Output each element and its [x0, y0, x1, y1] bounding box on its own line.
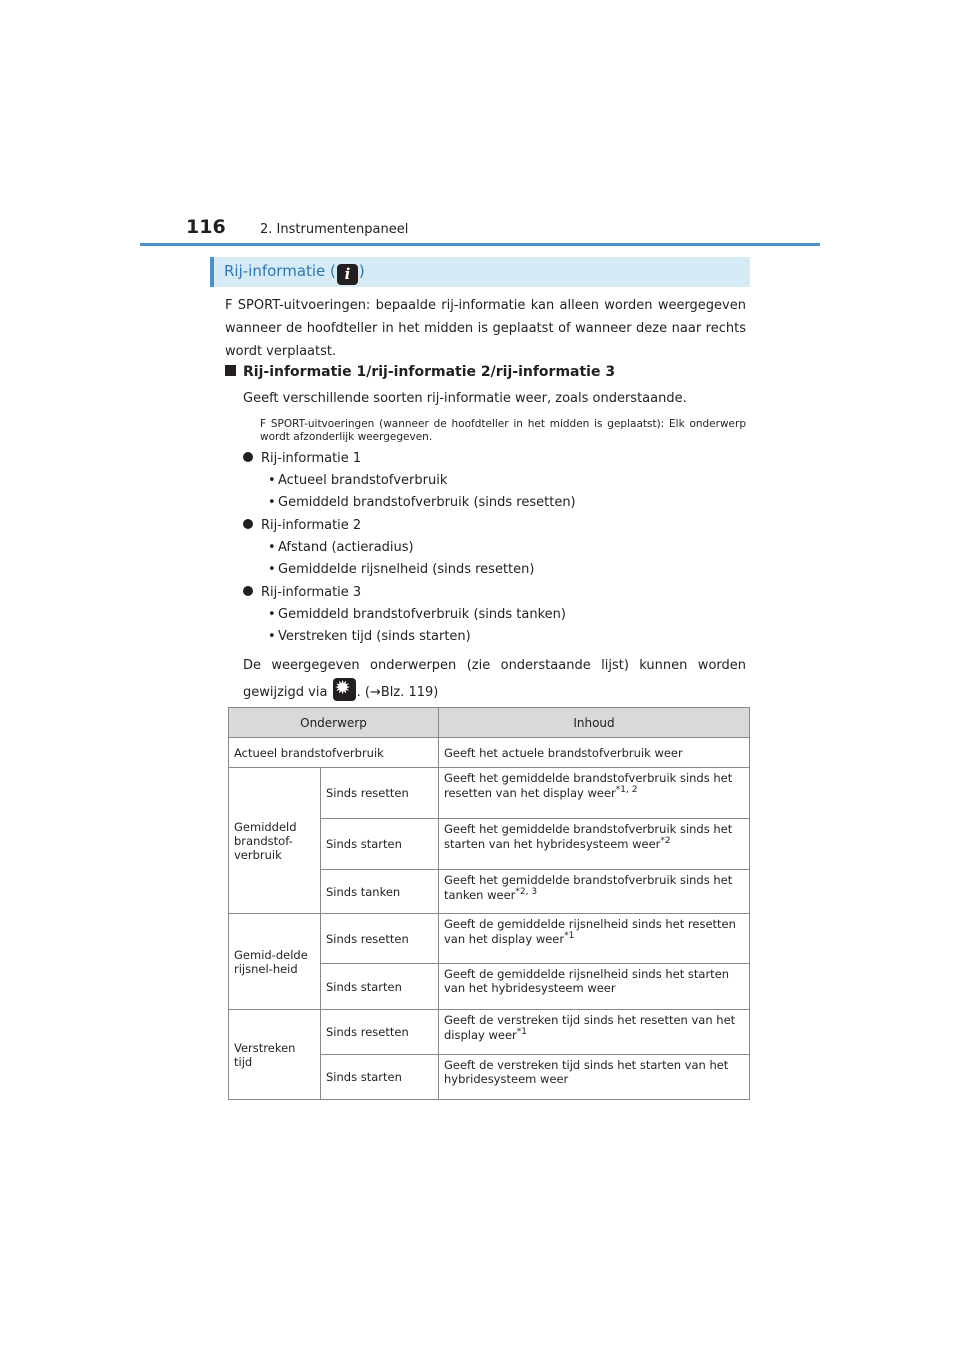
table-cell: Geeft de verstreken tijd sinds het resetten van het display weer$^{*1}$	[439, 1010, 750, 1055]
table-cell: Sinds resetten	[321, 768, 439, 819]
list-item: • Actueel brandstofverbruik	[268, 473, 448, 488]
subheading: Rij-informatie 1/rij-informatie 2/rij-informatie 3	[225, 364, 615, 380]
table-cell: Geeft de verstreken tijd sinds het starten van het hybridesysteem weer	[439, 1055, 750, 1100]
table-cell: Geeft het gemiddelde brandstofverbruik sinds het resetten van het display weer$^{*1, 2}$	[439, 768, 750, 819]
table-row	[229, 1010, 750, 1055]
list-item: • Afstand (actieradius)	[268, 540, 414, 555]
list-item: • Gemiddelde rijsnelheid (sinds resetten)	[268, 562, 535, 577]
table-header-cell: Inhoud	[439, 708, 750, 738]
table-group-cell: Verstreken tijd	[229, 1010, 321, 1100]
table-cell: Sinds resetten	[321, 914, 439, 964]
table-group-cell: Gemiddeld brandstof-verbruik	[229, 768, 321, 914]
header-rule	[140, 243, 820, 246]
list-item: • Gemiddeld brandstofverbruik (sinds resetten)	[268, 495, 576, 510]
table-cell: Sinds starten	[321, 1055, 439, 1100]
section-title: Rij-informatie ( i )	[224, 262, 365, 283]
bullet-icon	[243, 452, 253, 462]
table-header-cell: Onderwerp	[229, 708, 439, 738]
bullet-icon	[243, 586, 253, 596]
table-cell: Sinds tanken	[321, 870, 439, 914]
section-heading	[210, 257, 750, 287]
closing-paragraph: De weergegeven onderwerpen (zie onderstaande lijst) kunnen worden gewijzigd via ✹ . (→Blz. 119)	[243, 654, 746, 705]
table-cell: Actueel brandstofverbruik	[229, 738, 439, 768]
table-cell: Geeft het gemiddelde brandstofverbruik sinds het starten van het hybridesysteem weer$^{*2}$	[439, 819, 750, 870]
intro-paragraph: F SPORT-uitvoeringen: bepaalde rij-informatie kan alleen worden weergegeven wanneer de hoofdteller in het midden is geplaatst of wanneer deze naar rechts wordt verplaatst.	[225, 298, 746, 359]
group-title: Rij-informatie 2	[243, 518, 361, 533]
table-cell: Geeft het actuele brandstofverbruik weer	[439, 738, 750, 768]
table-cell: Geeft het gemiddelde brandstofverbruik sinds het tanken weer$^{*2, 3}$	[439, 870, 750, 914]
table-row	[229, 768, 750, 819]
table-cell: Sinds resetten	[321, 1010, 439, 1055]
page-number: 116	[186, 216, 226, 238]
note: F SPORT-uitvoeringen (wanneer de hoofdteller in het midden is geplaatst): Elk onderwerp wordt afzonderlijk weergegeven.	[260, 418, 746, 443]
table-cell: Sinds starten	[321, 964, 439, 1010]
table-header-row	[229, 708, 750, 738]
group-title: Rij-informatie 1	[243, 451, 361, 466]
table-row	[229, 738, 750, 768]
list-item: • Verstreken tijd (sinds starten)	[268, 629, 471, 644]
bullet-icon	[243, 519, 253, 529]
table-cell: Geeft de gemiddelde rijsnelheid sinds het resetten van het display weer$^{*1}$	[439, 914, 750, 964]
page-header	[140, 214, 820, 246]
chapter-title: 2. Instrumentenpaneel	[260, 222, 409, 237]
table-row	[229, 914, 750, 964]
group-title: Rij-informatie 3	[243, 585, 361, 600]
items-table	[228, 707, 750, 1100]
square-bullet-icon	[225, 365, 236, 376]
table-cell: Sinds starten	[321, 819, 439, 870]
table-group-cell: Gemid-delde rijsnel-heid	[229, 914, 321, 1010]
description: Geeft verschillende soorten rij-informatie weer, zoals onderstaande.	[243, 391, 687, 406]
table-cell: Geeft de gemiddelde rijsnelheid sinds het starten van het hybridesysteem weer	[439, 964, 750, 1010]
list-item: • Gemiddeld brandstofverbruik (sinds tanken)	[268, 607, 566, 622]
info-icon: i	[337, 264, 358, 285]
settings-gear-icon	[333, 678, 356, 701]
